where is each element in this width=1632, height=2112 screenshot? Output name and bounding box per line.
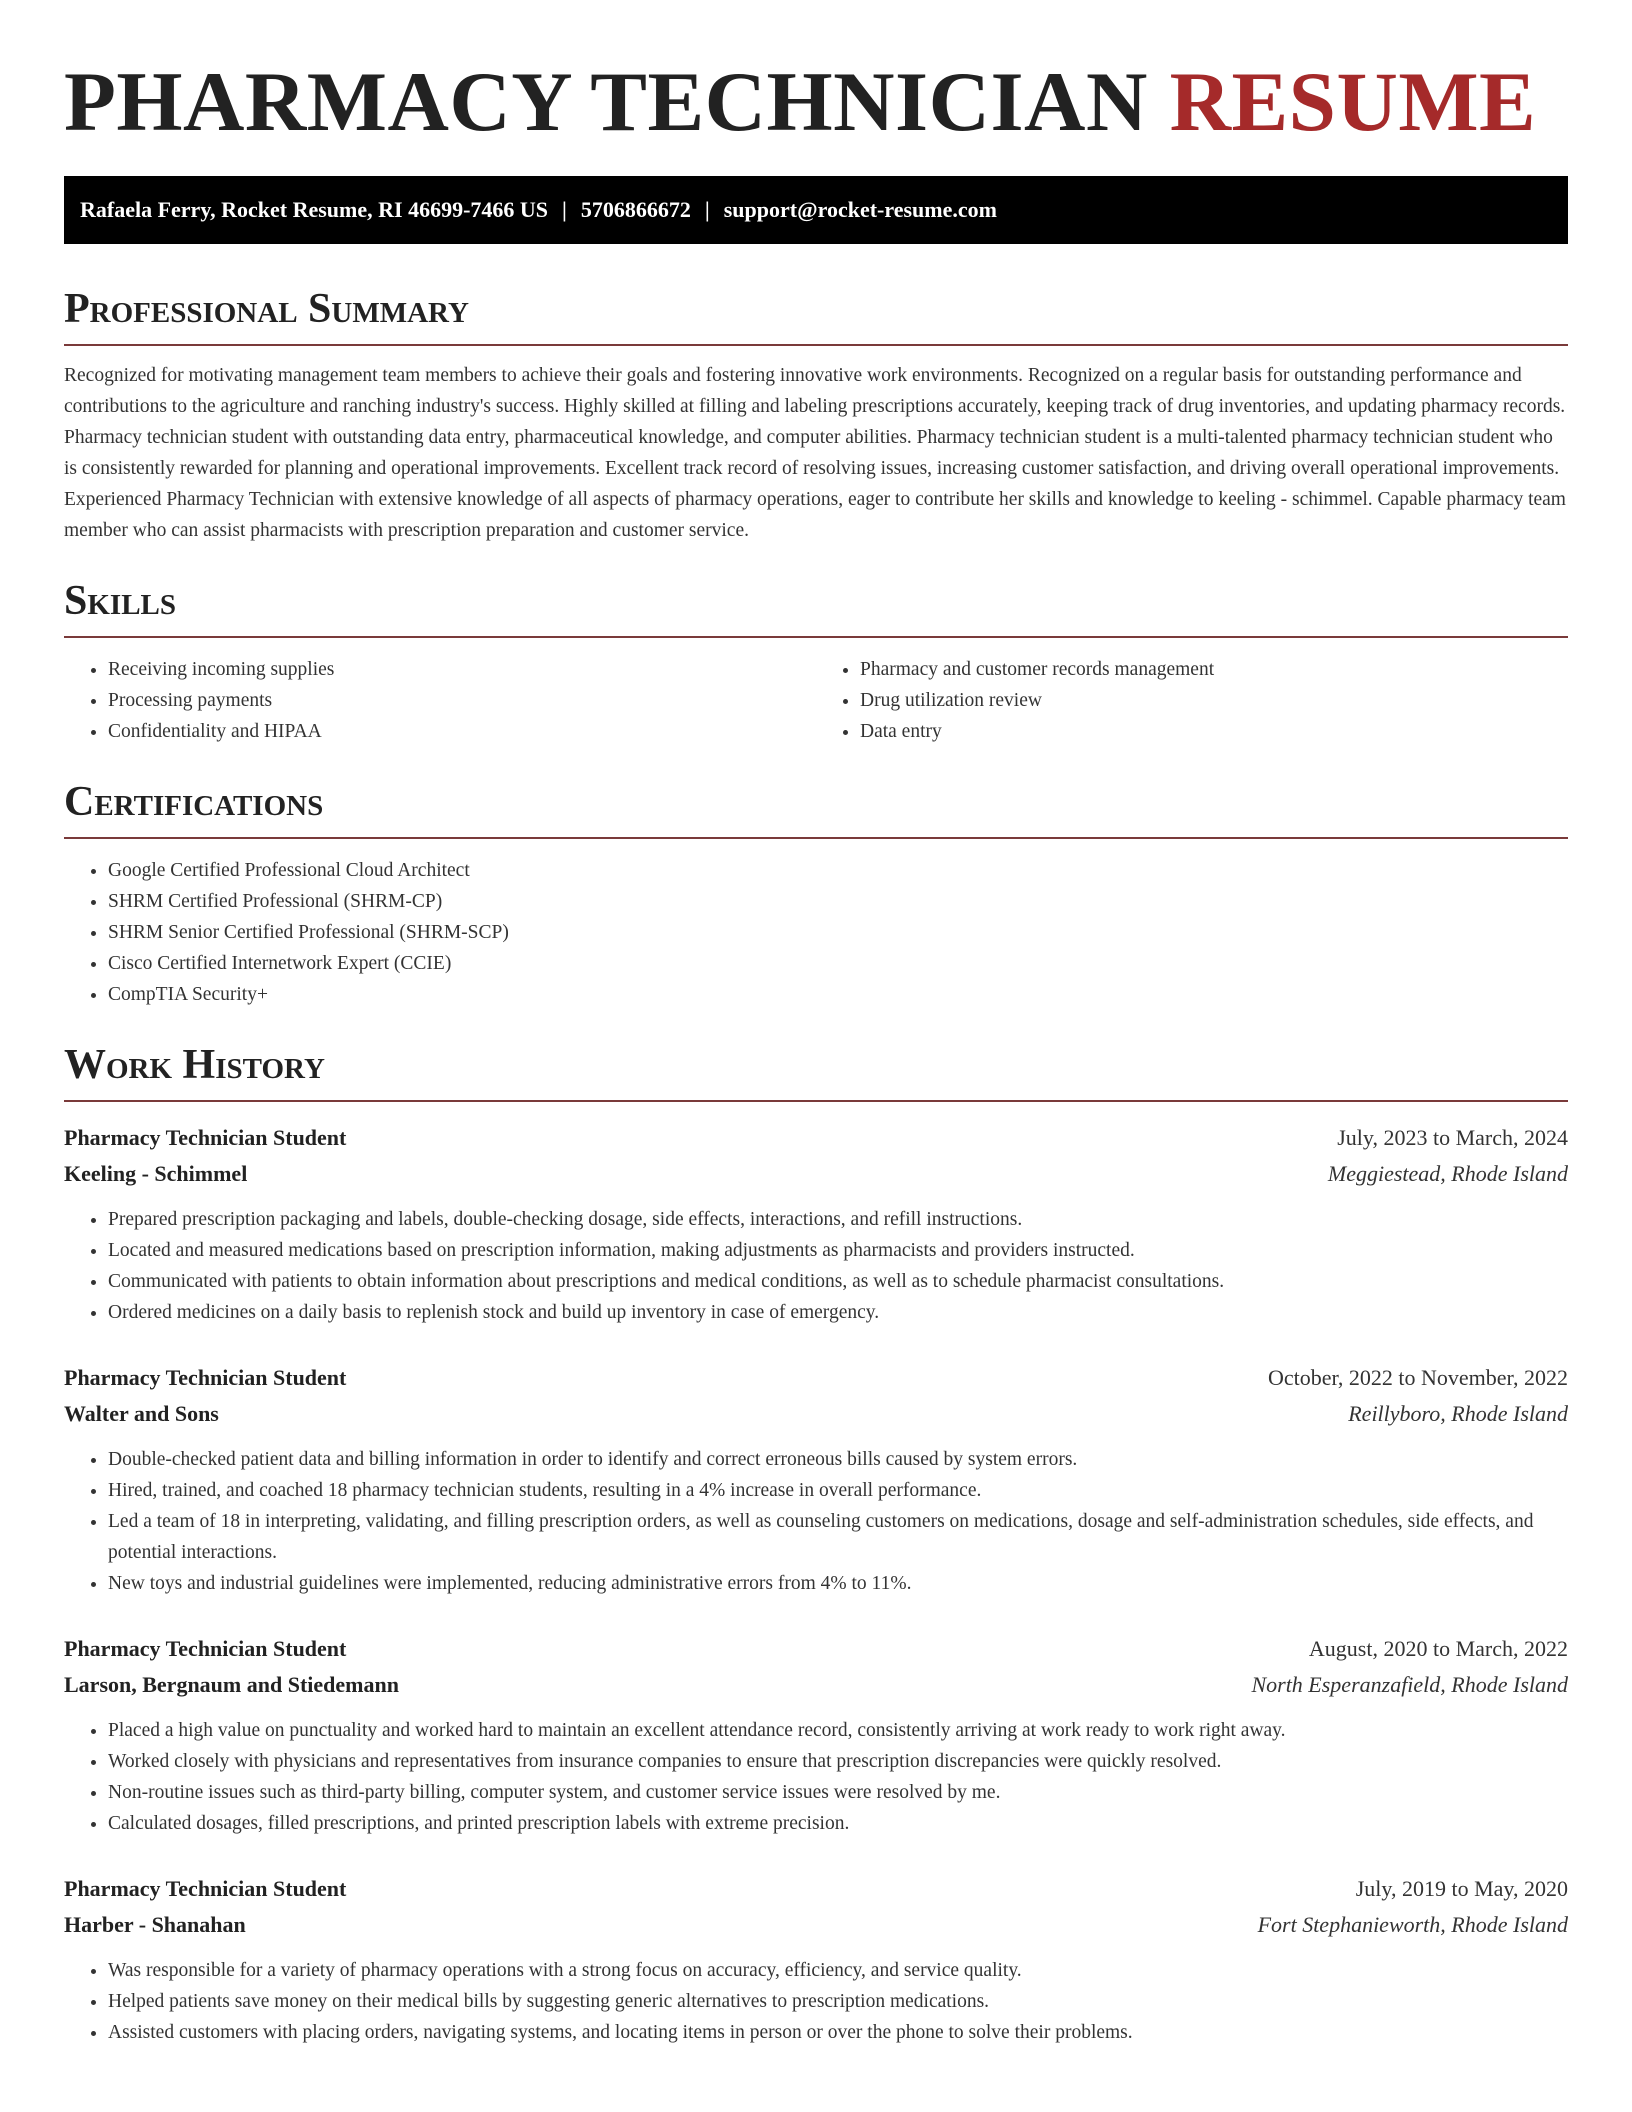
job-entry [64, 1871, 1568, 2048]
skill-item: • Confidentiality and HIPAA [108, 716, 816, 747]
job-bullet: • Ordered medicines on a daily basis to replenish stock and build up inventory in case of emergency. [108, 1297, 1568, 1328]
job-bullet: • Double-checked patient data and billing information in order to identify and correct erroneous bills caused by system errors. [108, 1444, 1568, 1475]
certification-item: • SHRM Certified Professional (SHRM-CP) [108, 886, 1568, 917]
job-subheader [64, 1156, 1568, 1192]
job-header [64, 1871, 1568, 1907]
job-dates: August, 2020 to March, 2022 [1308, 1636, 1568, 1661]
job-title: Pharmacy Technician Student [64, 1365, 347, 1390]
job-dates: October, 2022 to November, 2022 [1267, 1365, 1568, 1390]
job-location: North Esperanzafield, Rhode Island [1251, 1672, 1568, 1697]
job-bullet: • New toys and industrial guidelines were implemented, reducing administrative errors from 4% to 11%. [108, 1568, 1568, 1599]
skills-list [64, 654, 1568, 747]
contact-separator: | [562, 197, 567, 222]
certification-item: • CompTIA Security+ [108, 979, 1568, 1010]
job-company: Keeling - Schimmel [64, 1161, 248, 1186]
resume-title [64, 0, 1568, 152]
job-location: Reillyboro, Rhode Island [1348, 1401, 1568, 1426]
job-header [64, 1360, 1568, 1396]
job-bullet: • Communicated with patients to obtain information about prescriptions and medical conditions, as well as to schedule pharmacist consultations. [108, 1266, 1568, 1297]
title-main: PHARMACY TECHNICIAN [64, 55, 1148, 149]
job-bullets [64, 1715, 1568, 1839]
skill-item: • Receiving incoming supplies [108, 654, 816, 685]
job-bullet: • Prepared prescription packaging and labels, double-checking dosage, side effects, interactions, and refill instructions. [108, 1204, 1568, 1235]
summary-text: Recognized for motivating management team members to achieve their goals and fostering innovative work environments. Recognized on a regular basis for outstanding performance and contributions to the agriculture and ranching industry's success. Highly skilled at filling and labeling prescriptions accurately, keeping track of drug inventories, and updating pharmacy records. Pharmacy technician student with outstanding data entry, pharmaceutical knowledge, and computer abilities. Pharmacy technician student is a multi-talented pharmacy technician student who is consistently rewarded for planning and operational improvements. Excellent track record of resolving issues, increasing customer satisfaction, and driving overall operational improvements. Experienced Pharmacy Technician with extensive knowledge of all aspects of pharmacy operations, eager to contribute her skills and knowledge to keeling - schimmel. Capable pharmacy team member who can assist pharmacists with prescription preparation and customer service. [64, 365, 1566, 541]
skill-item: • Drug utilization review [860, 685, 1568, 716]
job-dates: July, 2019 to May, 2020 [1355, 1876, 1568, 1901]
job-title: Pharmacy Technician Student [64, 1125, 347, 1150]
contact-address: Rafaela Ferry, Rocket Resume, RI 46699-7466 US [80, 197, 549, 222]
job-bullets [64, 1444, 1568, 1599]
skill-item: • Processing payments [108, 685, 816, 716]
job-subheader [64, 1907, 1568, 1943]
job-entry [64, 1631, 1568, 1839]
job-header [64, 1631, 1568, 1667]
certifications-list [64, 855, 1568, 1010]
job-bullet: • Led a team of 18 in interpreting, validating, and filling prescription orders, as well as counseling customers on medications, dosage and self-administration schedules, side effects, and potential interactions. [108, 1506, 1568, 1568]
job-title: Pharmacy Technician Student [64, 1876, 347, 1901]
job-dates: July, 2023 to March, 2024 [1337, 1125, 1568, 1150]
work-history-section [64, 1040, 1568, 2048]
contact-separator: | [704, 197, 710, 222]
job-bullet: • Was responsible for a variety of pharmacy operations with a strong focus on accuracy, efficiency, and service quality. [108, 1955, 1568, 1986]
certification-item: • Google Certified Professional Cloud Architect [108, 855, 1568, 886]
contact-bar [64, 176, 1568, 244]
job-bullets [64, 1204, 1568, 1328]
certifications-heading: Certifications [64, 777, 1568, 839]
contact-email: support@rocket-resume.com [723, 197, 997, 222]
job-bullet: • Helped patients save money on their medical bills by suggesting generic alternatives to prescription medications. [108, 1986, 1568, 2017]
job-location: Meggiestead, Rhode Island [1327, 1161, 1568, 1186]
job-title: Pharmacy Technician Student [64, 1636, 347, 1661]
job-bullet: • Calculated dosages, filled prescriptions, and printed prescription labels with extreme precision. [108, 1808, 1568, 1839]
job-location: Fort Stephanieworth, Rhode Island [1257, 1912, 1568, 1937]
skills-section [64, 576, 1568, 747]
work-history-heading: Work History [64, 1040, 1568, 1102]
certifications-section [64, 777, 1568, 1010]
job-company: Larson, Bergnaum and Stiedemann [64, 1672, 399, 1697]
skills-heading: Skills [64, 576, 1568, 638]
job-bullet: • Worked closely with physicians and representatives from insurance companies to ensure that prescription discrepancies were quickly resolved. [108, 1746, 1568, 1777]
job-bullets [64, 1955, 1568, 2048]
contact-phone: 5706866672 [580, 197, 691, 222]
summary-heading: Professional Summary [64, 284, 1568, 346]
certification-item: • Cisco Certified Internetwork Expert (CCIE) [108, 948, 1568, 979]
job-bullet: • Located and measured medications based on prescription information, making adjustments as pharmacists and providers instructed. [108, 1235, 1568, 1266]
job-bullet: • Hired, trained, and coached 18 pharmacy technician students, resulting in a 4% increase in overall performance. [108, 1475, 1568, 1506]
job-entry [64, 1360, 1568, 1599]
job-company: Harber - Shanahan [64, 1912, 246, 1937]
skill-item: • Pharmacy and customer records management [860, 654, 1568, 685]
job-subheader [64, 1667, 1568, 1703]
job-subheader [64, 1396, 1568, 1432]
job-company: Walter and Sons [64, 1401, 219, 1426]
job-bullet: • Placed a high value on punctuality and worked hard to maintain an excellent attendance record, consistently arriving at work ready to work right away. [108, 1715, 1568, 1746]
certification-item: • SHRM Senior Certified Professional (SHRM-SCP) [108, 917, 1568, 948]
skills-column-left [64, 654, 816, 747]
job-header [64, 1120, 1568, 1156]
job-bullet: • Assisted customers with placing orders, navigating systems, and locating items in person or over the phone to solve their problems. [108, 2017, 1568, 2048]
skill-item: • Data entry [860, 716, 1568, 747]
job-bullet: • Non-routine issues such as third-party billing, computer system, and customer service issues were resolved by me. [108, 1777, 1568, 1808]
skills-column-right [816, 654, 1568, 747]
title-accent: RESUME [1169, 55, 1537, 149]
summary-section [64, 284, 1568, 546]
job-entry [64, 1120, 1568, 1328]
